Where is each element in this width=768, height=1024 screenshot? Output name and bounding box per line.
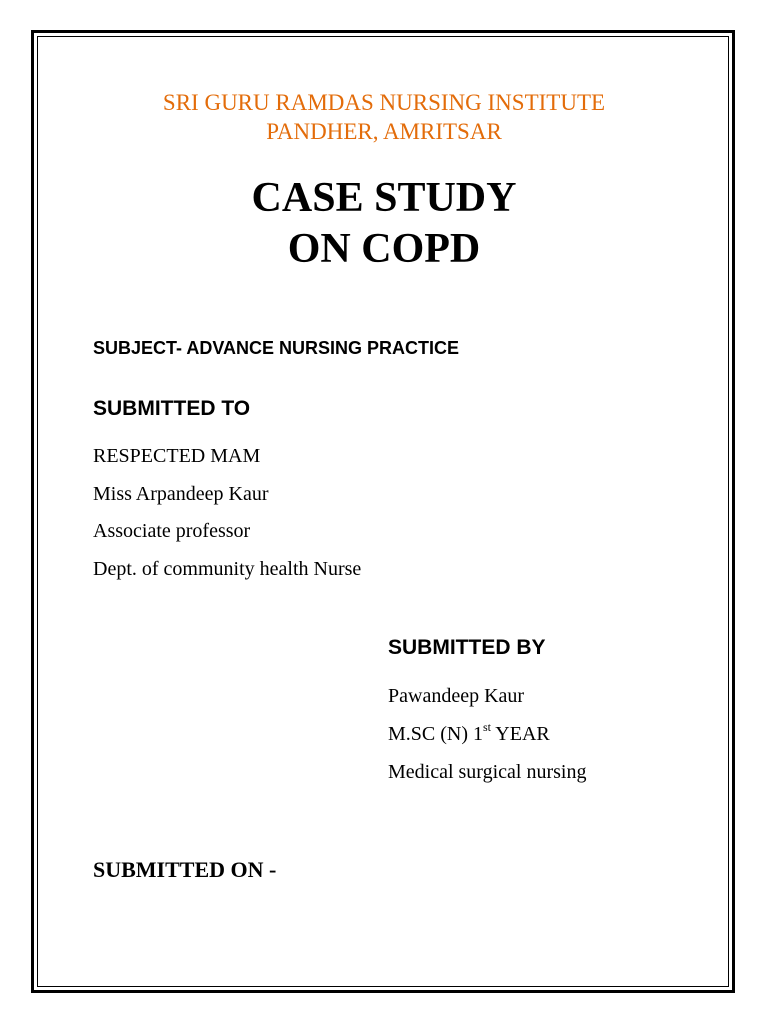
course-prefix: M.SC (N) 1: [388, 723, 484, 745]
course-suffix: YEAR: [491, 723, 550, 745]
submitted-by-name: Pawandeep Kaur: [388, 685, 525, 707]
submitted-by-course: [388, 722, 550, 746]
institute-name: SRI GURU RAMDAS NURSING INSTITUTE: [162, 90, 606, 115]
institute-location: PANDHER, AMRITSAR: [266, 119, 502, 144]
submitted-to-designation: Associate professor: [93, 520, 251, 542]
submitted-by-heading: SUBMITTED BY: [388, 636, 546, 659]
document-title-line1: CASE STUDY: [251, 175, 517, 221]
submitted-on-label: SUBMITTED ON -: [93, 857, 277, 882]
submitted-to-salutation: RESPECTED MAM: [93, 445, 261, 467]
submitted-to-name: Miss Arpandeep Kaur: [93, 483, 269, 505]
submitted-to-department: Dept. of community health Nurse: [93, 558, 362, 580]
course-ordinal-suffix: st: [483, 720, 492, 735]
submitted-by-specialty: Medical surgical nursing: [388, 761, 587, 783]
subject-line: SUBJECT- ADVANCE NURSING PRACTICE: [93, 338, 460, 358]
document-title-line2: ON COPD: [287, 226, 481, 272]
submitted-to-heading: SUBMITTED TO: [93, 397, 251, 420]
